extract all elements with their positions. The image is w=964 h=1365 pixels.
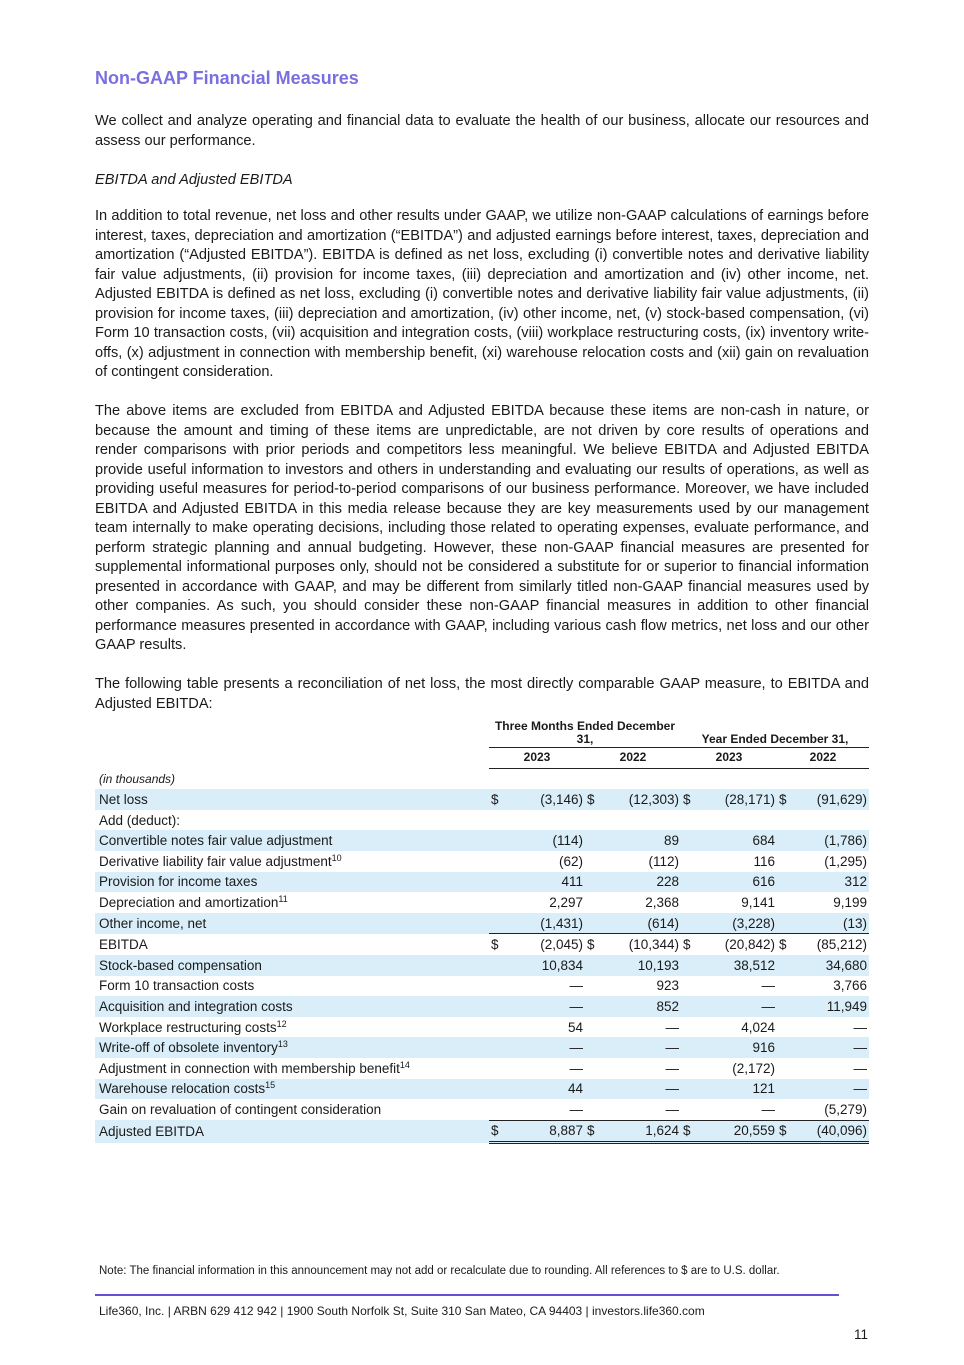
footnote-ref: 10 [331,852,342,863]
header-year: 2022 [777,748,869,769]
currency-symbol: $ [777,1120,795,1143]
cell-value: (2,172) [732,1060,775,1076]
row-label: Write-off of obsolete inventory$^{13}$ [95,1037,489,1058]
footer-divider [95,1294,839,1296]
row-label: Derivative liability fair value adjustment$^{10}$ [99,852,342,869]
cell-value: 916 [699,1037,777,1058]
cell-value: — [507,996,585,1017]
cell-value: (614) [603,913,681,934]
page-title: Non-GAAP Financial Measures [95,68,359,88]
table-row [95,913,869,934]
cell-value: — [795,1037,869,1058]
row-label: Gain on revaluation of contingent consideration [99,1102,382,1118]
table-row [95,976,869,997]
row-label: Acquisition and integration costs [95,996,489,1017]
cell-value: — [507,1037,585,1058]
row-label: Warehouse relocation costs$^{15}$ [95,1079,489,1100]
subheading: EBITDA and Adjusted EBITDA [95,171,293,188]
cell-value: — [665,1101,679,1117]
cell-value: (2,045) [507,934,585,955]
cell-value: 89 [603,830,681,851]
reconciliation-table [95,716,869,1144]
rounding-note: Note: The financial information in this announcement may not add or recalculate due to rounding. All references to $ are to U.S. dollar. [99,1265,780,1277]
cell-value: (12,303) [603,789,681,810]
cell-value [699,810,777,831]
currency-symbol: $ [585,789,603,810]
cell-value: (1,786) [795,830,869,851]
row-label: Workplace restructuring costs$^{12}$ [99,1018,287,1035]
cell-value: (85,212) [795,934,869,955]
currency-symbol: $ [777,934,795,955]
cell-value: 4,024 [741,1019,775,1035]
table-row [95,851,869,872]
cell-value: — [699,996,777,1017]
cell-value: (1,295) [824,853,867,869]
cell-value: 10,193 [603,955,681,976]
table-row [95,1058,869,1079]
table-row [95,1079,869,1100]
cell-value [795,810,869,831]
cell-value: (10,344) [603,934,681,955]
cell-value: — [603,1079,681,1100]
cell-value: 34,680 [795,955,869,976]
cell-value: — [761,1101,775,1117]
table-row [95,789,869,810]
currency-symbol: $ [489,789,507,810]
cell-value: — [665,1019,679,1035]
currency-symbol: $ [777,789,795,810]
footer-text: Life360, Inc. | ARBN 629 412 942 | 1900 South Norfolk St, Suite 310 San Mateo, CA 94403 | investors.life360.com [99,1304,705,1318]
table-row [95,892,869,913]
footnote-ref: 15 [265,1080,276,1091]
cell-value: 3,766 [833,978,867,994]
footnote-ref: 12 [276,1018,287,1029]
cell-value: 684 [699,830,777,851]
table-row [95,934,869,955]
cell-value: (1,431) [507,913,585,934]
table-row [95,1120,869,1143]
cell-value: — [569,1101,583,1117]
cell-value: — [853,1019,867,1035]
cell-value: 54 [567,1019,583,1035]
cell-value: 11,949 [795,996,869,1017]
table-row [95,872,869,893]
cell-value: (3,146) [507,789,585,810]
row-label: Depreciation and amortization$^{11}$ [99,893,288,910]
header-year: 2023 [681,748,777,769]
cell-value: — [853,1060,867,1076]
footnote-ref: 14 [399,1059,410,1070]
page-content [95,68,869,1144]
units-label: (in thousands) [99,771,176,786]
footnote-ref: 11 [278,893,288,904]
cell-value: — [569,978,583,994]
cell-value: 38,512 [699,955,777,976]
cell-value: 116 [753,853,775,869]
cell-value: — [795,1079,869,1100]
row-label: Adjustment in connection with membership benefit$^{14}$ [99,1059,410,1076]
table-row [95,810,869,831]
cell-value: (114) [507,830,585,851]
currency-symbol: $ [681,1120,699,1143]
cell-value: 10,834 [507,955,585,976]
row-label: Add (deduct): [99,812,181,828]
cell-value: 9,141 [741,894,775,910]
cell-value: 2,368 [645,894,679,910]
currency-symbol: $ [489,1120,507,1143]
currency-symbol: $ [489,934,507,955]
header-year: 2022 [585,748,681,769]
cell-value: 121 [699,1079,777,1100]
table-row [95,830,869,851]
cell-value: 852 [603,996,681,1017]
cell-value: (40,096) [795,1120,869,1143]
paragraph-intro: We collect and analyze operating and financial data to evaluate the health of our business, allocate our resources and assess our performance. [95,113,869,149]
paragraph-definitions: In addition to total revenue, net loss and other results under GAAP, we utilize non-GAAP calculations of earnings before interest, taxes, depreciation and amortization (“EBITDA”) and adjusted earnings before interest, taxes, depreciation and amortization (“Adjusted EBITDA”). EBITDA is defined as net loss, excluding (i) convertible notes and derivative liability fair value adjustments, (ii) provision for income taxes, (iii) depreciation and amortization and (iv) other income, net. Adjusted EBITDA is defined as net loss, excluding (i) convertible notes and derivative liability fair value adjustments, (ii) provision for income taxes, (iii) depreciation and amortization, (iv) other income, net, (v) stock-based compensation, (vi) Form 10 transaction costs, (vii) acquisition and integration costs, (viii) workplace restructuring costs, (ix) inventory write-offs, (x) adjustment in connection with membership benefit, (xi) warehouse relocation costs and (xii) gain on revaluation of contingent consideration. [95,208,869,380]
table-row [95,955,869,976]
row-label: Convertible notes fair value adjustment [95,830,489,851]
row-label: Provision for income taxes [95,872,489,893]
cell-value: 411 [507,872,585,893]
cell-value: (112) [648,853,679,869]
currency-symbol: $ [681,934,699,955]
row-label: Other income, net [95,913,489,934]
table-row [95,1017,869,1038]
cell-value: (62) [558,853,583,869]
table-row [95,1099,869,1120]
cell-value: (28,171) [699,789,777,810]
header-year-ended: Year Ended December 31, [681,716,869,748]
cell-value: 2,297 [549,894,583,910]
cell-value: 228 [603,872,681,893]
paragraph-rationale: The above items are excluded from EBITDA and Adjusted EBITDA because these items are non-cash in nature, or because the amount and timing of these items are unpredictable, are not driven by core results of operations and render comparisons with prior periods and competitors less meaningful. We believe EBITDA and Adjusted EBITDA provide useful information to investors and others in understanding and evaluating our results of operations, as well as providing useful measures for period-to-period comparisons of our business performance. Moreover, we have included EBITDA and Adjusted EBITDA in this media release because they are key measurements used by our management team internally to make operating decisions, including those related to operating expenses, evaluate performance, and perform strategic planning and annual budgeting. However, these non-GAAP financial measures are presented for supplemental informational purposes only, should not be considered a substitute for or superior to financial information presented in accordance with GAAP, and may be different from similarly titled non-GAAP financial measures used by other companies. As such, you should consider these non-GAAP financial measures in addition to other financial performance measures presented in accordance with GAAP, including various cash flow metrics, net loss and our other GAAP results. [95,403,869,653]
cell-value: 9,199 [833,894,867,910]
row-label: EBITDA [99,936,148,952]
cell-value: — [603,1037,681,1058]
cell-value: 8,887 [507,1120,585,1143]
cell-value: 1,624 [603,1120,681,1143]
table-row [95,996,869,1017]
footnote-ref: 13 [277,1039,288,1050]
currency-symbol: $ [585,1120,603,1143]
paragraph-table-intro: The following table presents a reconciliation of net loss, the most directly comparable GAAP measure, to EBITDA and Adjusted EBITDA: [95,676,869,712]
row-label: Stock-based compensation [95,955,489,976]
row-label: Form 10 transaction costs [99,978,255,994]
cell-value: (3,228) [699,913,777,934]
cell-value: 20,559 [699,1120,777,1143]
cell-value: (20,842) [699,934,777,955]
cell-value: — [761,978,775,994]
row-label: Net loss [95,789,489,810]
cell-value: 923 [656,978,679,994]
cell-value: 616 [699,872,777,893]
cell-value [603,810,681,831]
currency-symbol: $ [681,789,699,810]
cell-value: (13) [795,913,869,934]
table-row [95,1037,869,1058]
cell-value: (5,279) [824,1101,867,1117]
row-label: Adjusted EBITDA [95,1120,489,1143]
cell-value: — [569,1060,583,1076]
currency-symbol: $ [585,934,603,955]
cell-value: — [665,1060,679,1076]
page-number: 11 [853,1327,868,1342]
cell-value [507,810,585,831]
header-three-months: Three Months Ended December 31, [489,716,681,748]
cell-value: (91,629) [795,789,869,810]
cell-value: 44 [507,1079,585,1100]
cell-value: 312 [795,872,869,893]
header-year: 2023 [489,748,585,769]
